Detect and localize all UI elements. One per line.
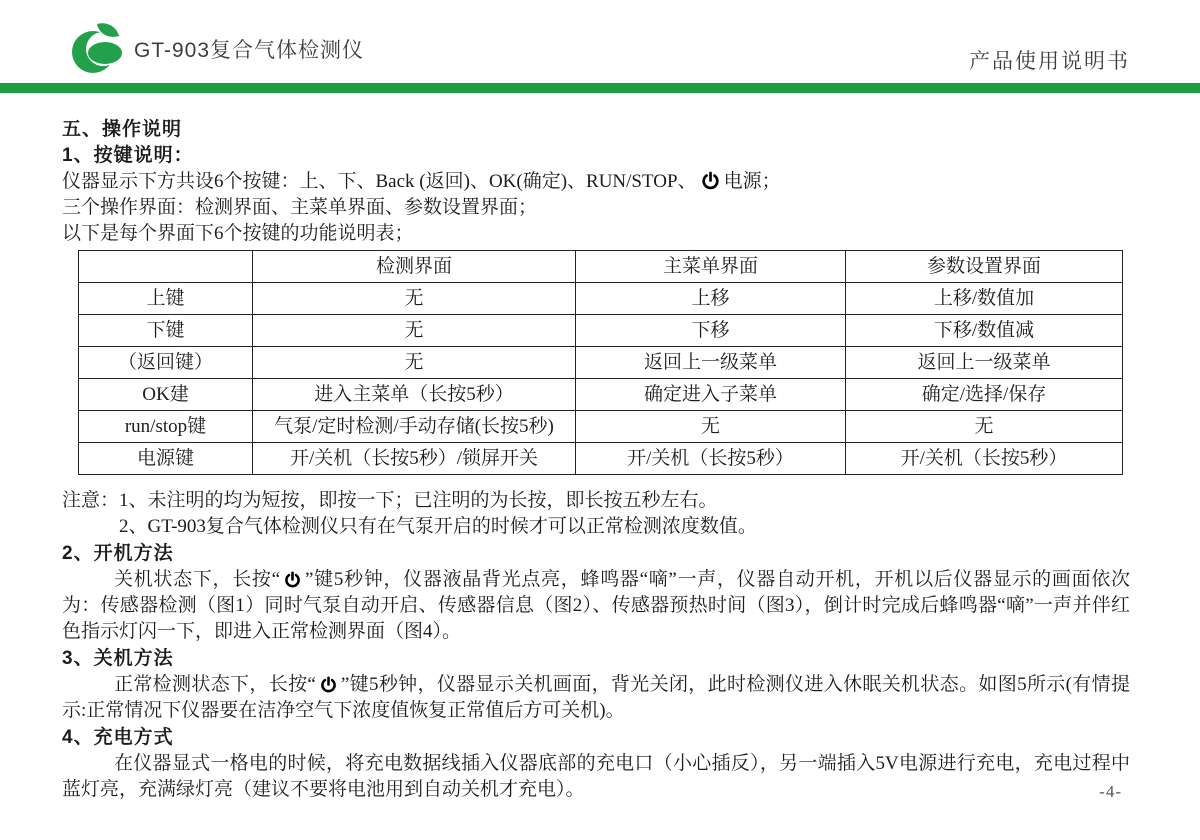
table-cell: 返回上一级菜单 [846,347,1123,379]
power-icon [701,171,720,190]
page-content [0,93,1200,803]
doc-title: 产品使用说明书 [969,50,1130,73]
brand-leaf-logo-icon [70,23,126,75]
section4-title: 4、充电方式 [62,727,174,748]
table-cell: 进入主菜单（长按5秒） [253,379,576,411]
section1-line1-text-after: 电源； [723,171,781,192]
note-line-1: 注意：1、未注明的均为短按，即按一下；已注明的为长按，即长按五秒左右。 [62,490,718,511]
table-cell: 电源键 [79,443,253,475]
section2-paragraph [62,567,1130,645]
section1-line1 [62,169,1130,195]
table-cell: 无 [253,283,576,315]
key-function-table [78,250,1123,475]
section4-paragraph: 在仪器显式一格电的时候，将充电数据线插入仪器底部的充电口（小心插反），另一端插入5V电源进行充电，充电过程中蓝灯亮，充满绿灯亮（建议不要将电池用到自动关机才充电）。 [62,753,1130,800]
page-number: -4- [1099,782,1122,801]
table-header-cell: 参数设置界面 [846,251,1123,283]
table-cell: 开/关机（长按5秒） [576,443,846,475]
section5-title: 五、操作说明 [62,119,183,140]
section3-text-after: ”键5秒钟，仪器显示关机画面，背光关闭，此时检测仪进入休眠关机状态。如图5所示(有情提示:正常情况下仪器要在洁净空气下浓度值恢复正常值后方可关机)。 [62,674,1130,721]
brand-title: GT-903复合气体检测仪 [134,39,365,62]
section3-title: 3、关机方法 [62,648,174,669]
table-header-cell: 主菜单界面 [576,251,846,283]
header-divider-bar [0,83,1200,93]
table-cell: 开/关机（长按5秒） [846,443,1123,475]
table-cell: （返回键） [79,347,253,379]
table-cell: 气泵/定时检测/手动存储(长按5秒) [253,411,576,443]
brand [70,23,364,75]
section3-paragraph [62,672,1130,724]
table-cell: OK建 [79,379,253,411]
table-row [79,443,1123,475]
table-cell: 上移/数值加 [846,283,1123,315]
table-cell: 无 [846,411,1123,443]
table-header-cell [79,251,253,283]
table-row [79,411,1123,443]
table-row [79,379,1123,411]
section1-title: 1、按键说明： [62,145,194,166]
table-cell: 确定进入子菜单 [576,379,846,411]
note-line-2: 2、GT-903复合气体检测仪只有在气泵开启的时候才可以正常检测浓度数值。 [119,516,757,537]
table-cell: 确定/选择/保存 [846,379,1123,411]
section1-line3: 以下是每个界面下6个按键的功能说明表； [62,223,414,244]
power-icon [284,571,301,588]
table-cell: 下移/数值减 [846,315,1123,347]
section1-line2: 三个操作界面：检测界面、主菜单界面、参数设置界面； [62,197,538,218]
table-cell: 返回上一级菜单 [576,347,846,379]
table-row [79,283,1123,315]
table-header-cell: 检测界面 [253,251,576,283]
table-cell: run/stop键 [79,411,253,443]
page-header [0,0,1200,83]
table-cell: 开/关机（长按5秒）/锁屏开关 [253,443,576,475]
section1-line1-text-before: 仪器显示下方共设6个按键：上、下、Back (返回)、OK(确定)、RUN/STOP、 [62,171,697,192]
table-cell: 无 [253,347,576,379]
table-cell: 上键 [79,283,253,315]
table-row [79,347,1123,379]
table-cell: 无 [253,315,576,347]
table-cell: 下移 [576,315,846,347]
table-row [79,315,1123,347]
section3-text-before: 正常检测状态下，长按“ [114,674,316,695]
table-cell: 无 [576,411,846,443]
table-cell: 下键 [79,315,253,347]
table-cell: 上移 [576,283,846,315]
table-header-row [79,251,1123,283]
section2-title: 2、开机方法 [62,543,174,564]
power-icon [320,676,337,693]
section2-text-after: ”键5秒钟，仪器液晶背光点亮，蜂鸣器“嘀”一声，仪器自动开机，开机以后仪器显示的画面依次为：传感器检测（图1）同时气泵自动开启、传感器信息（图2）、传感器预热时间（图3），倒计时完成后蜂鸣器“嘀”一声并伴红色指示灯闪一下，即进入正常检测界面（图4）。 [62,569,1130,642]
section2-text-before: 关机状态下，长按“ [114,569,281,590]
